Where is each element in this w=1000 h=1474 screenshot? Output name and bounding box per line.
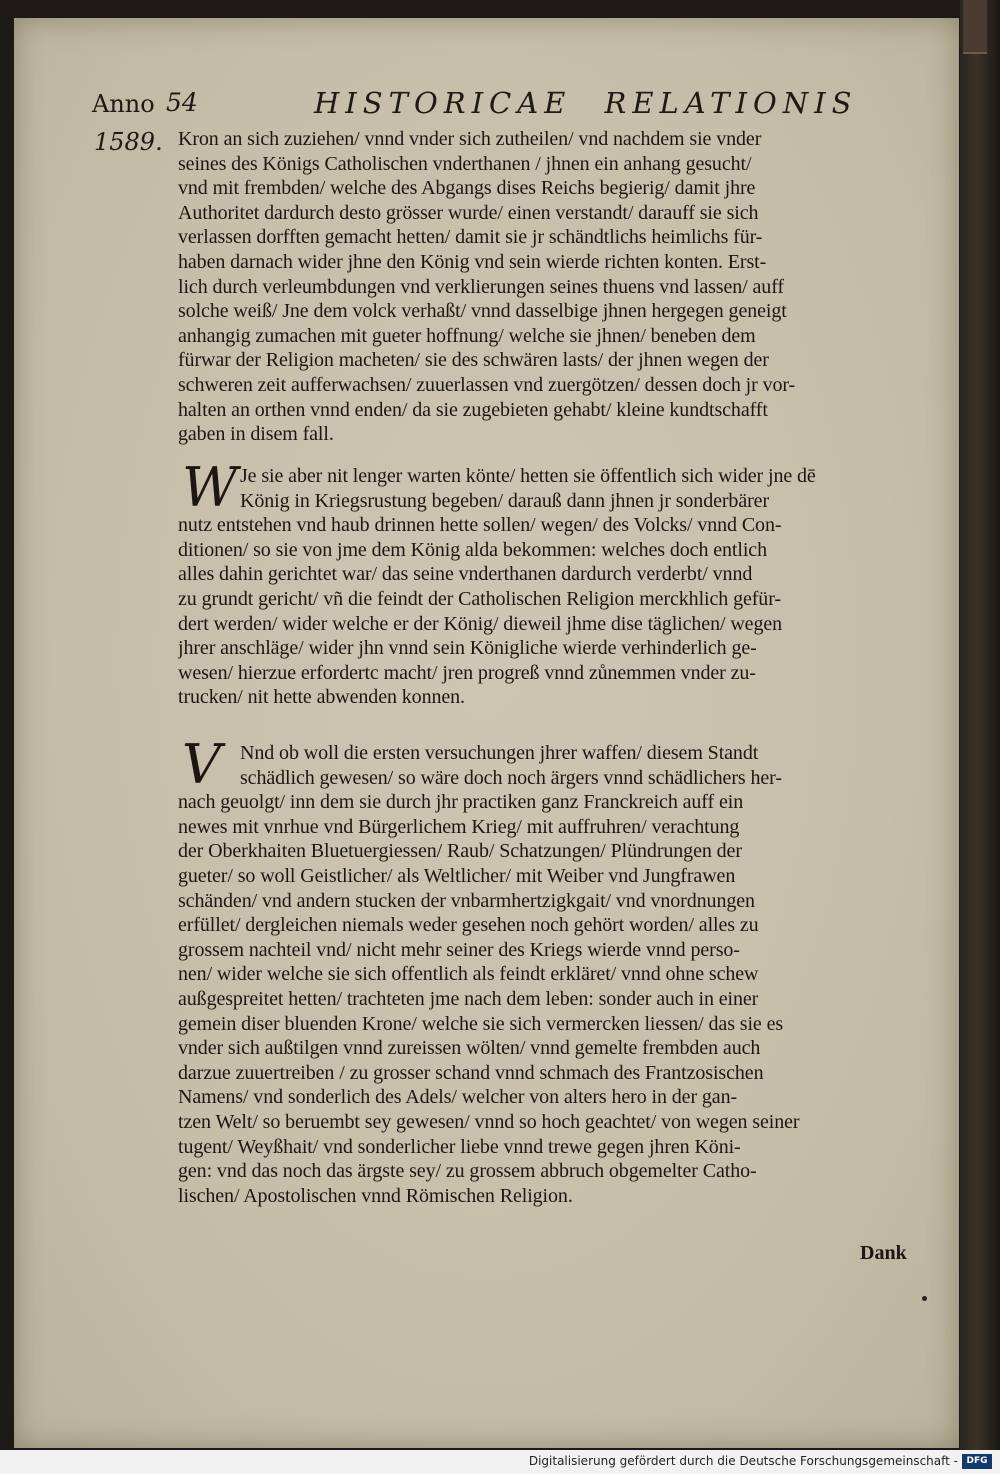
text-line: tzen Welt/ so beruembt sey gewesen/ vnnd so hoch geachtet/ von wegen seiner bbox=[178, 1111, 800, 1133]
text-line: nutz entstehen vnd haub drinnen hette sollen/ wegen/ des Volcks/ vnnd Con- bbox=[178, 514, 782, 537]
text-line: lich durch verleumbdungen vnd verklierungen seines thuens vnd lassen/ auff bbox=[178, 275, 784, 298]
text-line: newes mit vnrhue vnd Bürgerlichem Krieg/ mit auffruhren/ verachtung bbox=[178, 815, 740, 838]
text-line: lischen/ Apostolischen vnnd Römischen Religion. bbox=[178, 1184, 573, 1207]
text-line: anhangig zumachen mit gueter hoffnung/ welche sie jhnen/ beneben dem bbox=[178, 324, 756, 347]
book-spine bbox=[960, 0, 1000, 1450]
text-line: darzue zuuertreiben / zu grosser schand vnnd schmach des Frantzosischen bbox=[178, 1061, 764, 1084]
text-line: schänden/ vnd andern stucken der vnbarmhertzigkgait/ vnd vnordnungen bbox=[178, 889, 755, 912]
catchword: Dank bbox=[860, 1242, 907, 1264]
text-line: vnder sich außtilgen vnnd zureissen wölten/ vnnd gemelte frembden auch bbox=[178, 1037, 761, 1060]
header-anno: Anno bbox=[92, 90, 155, 118]
text-line: wesen/ hierzue erfordertc macht/ jren progreß vnnd zůnemmen vnder zu- bbox=[178, 661, 756, 684]
text-line: dert werden/ wider welche er der König/ dieweil jhme dise täglichen/ wegen bbox=[178, 612, 783, 635]
text-line: vnd mit frembden/ welche des Abgangs dises Reichs begierig/ damit jhre bbox=[178, 177, 756, 200]
text-line: tugent/ Weyßhait/ vnd sonderlicher liebe vnnd trewe gegen jhren Köni- bbox=[178, 1135, 741, 1158]
text-line: halten an orthen vnnd enden/ da sie zugebieten gehabt/ kleine kundtschafft bbox=[178, 398, 768, 421]
text-line: gaben in disem fall. bbox=[178, 423, 334, 446]
text-line: haben darnach wider jhne den König vnd sein wierde richten konten. Erst- bbox=[178, 251, 767, 273]
text-line: seines des Königs Catholischen vnderthanen / jhnen ein anhang gesucht/ bbox=[178, 152, 752, 175]
text-line: außgespreitet hetten/ trachteten jme nach dem leben: sonder auch in einer bbox=[178, 988, 759, 1010]
text-line: trucken/ nit hette abwenden konnen. bbox=[178, 686, 465, 709]
text-line: solche weiß/ Jne dem volck verhaßt/ vnnd dasselbige jhnen hergegen geneigt bbox=[178, 300, 787, 323]
text-line: grossem nachteil vnd/ nicht mehr seiner des Kriegs wierde vnnd perso- bbox=[178, 938, 740, 961]
text-line: nen/ wider welche sie sich offentlich als feindt erkläret/ vnnd ohne schew bbox=[178, 963, 759, 986]
drop-cap: W bbox=[182, 456, 238, 519]
text-line: alles dahin gerichtet war/ das seine vnderthanen dardurch verderbt/ vnnd bbox=[178, 563, 753, 586]
text-line: Nnd ob woll die ersten versuchungen jhrer waffen/ diesem Standt bbox=[240, 742, 759, 764]
text-line: zu grundt gericht/ vñ die feindt der Catholischen Religion merckhlich gefür- bbox=[178, 588, 781, 610]
text-line: Authoritet dardurch desto grösser wurde/ einen verstandt/ darauff sie sich bbox=[178, 201, 759, 224]
text-line: gen: vnd das noch das ärgste sey/ zu grossem abbruch obgemelter Catho- bbox=[178, 1160, 757, 1183]
footer-credit: Digitalisierung gefördert durch die Deutsche Forschungsgemeinschaft - bbox=[528, 1454, 958, 1468]
ink-dot bbox=[922, 1296, 927, 1301]
text-line: Je sie aber nit lenger warten könte/ hetten sie öffentlich sich wider jne dē bbox=[240, 465, 816, 487]
digitization-footer bbox=[0, 1450, 1000, 1474]
text-line: König in Kriegsrustung begeben/ darauß dann jhnen jr sonderbärer bbox=[240, 489, 770, 512]
text-line: nach geuolgt/ inn dem sie durch jhr practiken ganz Franckreich auff ein bbox=[178, 791, 744, 814]
running-title: HISTORICAE RELATIONIS bbox=[314, 86, 858, 120]
text-line: erfüllet/ dergleichen niemals weder gesehen noch gehört worden/ alles zu bbox=[178, 914, 759, 937]
text-line: Kron an sich zuziehen/ vnnd vnder sich zutheilen/ vnd nachdem sie vnder bbox=[178, 128, 762, 150]
margin-year: 1589. bbox=[94, 128, 163, 156]
spine-label bbox=[963, 0, 987, 54]
text-line: Namens/ vnd sonderlich des Adels/ welcher von alters hero in der gan- bbox=[178, 1086, 738, 1109]
text-line: gueter/ so woll Geistlicher/ als Weltlicher/ mit Weiber vnd Jungfrawen bbox=[178, 865, 736, 887]
page-number: 54 bbox=[166, 88, 198, 117]
text-line: schweren zeit aufferwachsen/ zuuerlassen vnd zuergötzen/ dessen doch jr vor- bbox=[178, 374, 796, 396]
drop-cap: V bbox=[182, 733, 221, 796]
text-line: schädlich gewesen/ so wäre doch noch ärgers vnnd schädlichers her- bbox=[240, 766, 782, 789]
text-line: der Oberkhaiten Bluetuergiessen/ Raub/ Schatzungen/ Plündrungen der bbox=[178, 840, 742, 863]
text-line: fürwar der Religion macheten/ sie des schwären lasts/ der jhnen wegen der bbox=[178, 349, 769, 372]
text-line: ditionen/ so sie von jme dem König alda bekommen: welches doch entlich bbox=[178, 538, 767, 561]
text-line: jhrer anschläge/ wider jhn vnnd sein Königliche wierde verhinderlich ge- bbox=[178, 637, 757, 660]
running-header bbox=[92, 88, 932, 124]
dfg-logo: DFG bbox=[962, 1454, 992, 1469]
text-line: verlassen dorfften gemacht hetten/ damit sie jr schändtlichs heimlichs für- bbox=[178, 226, 763, 249]
text-line: gemein diser bluenden Krone/ welche sie sich vermercken liessen/ das sie es bbox=[178, 1012, 784, 1035]
